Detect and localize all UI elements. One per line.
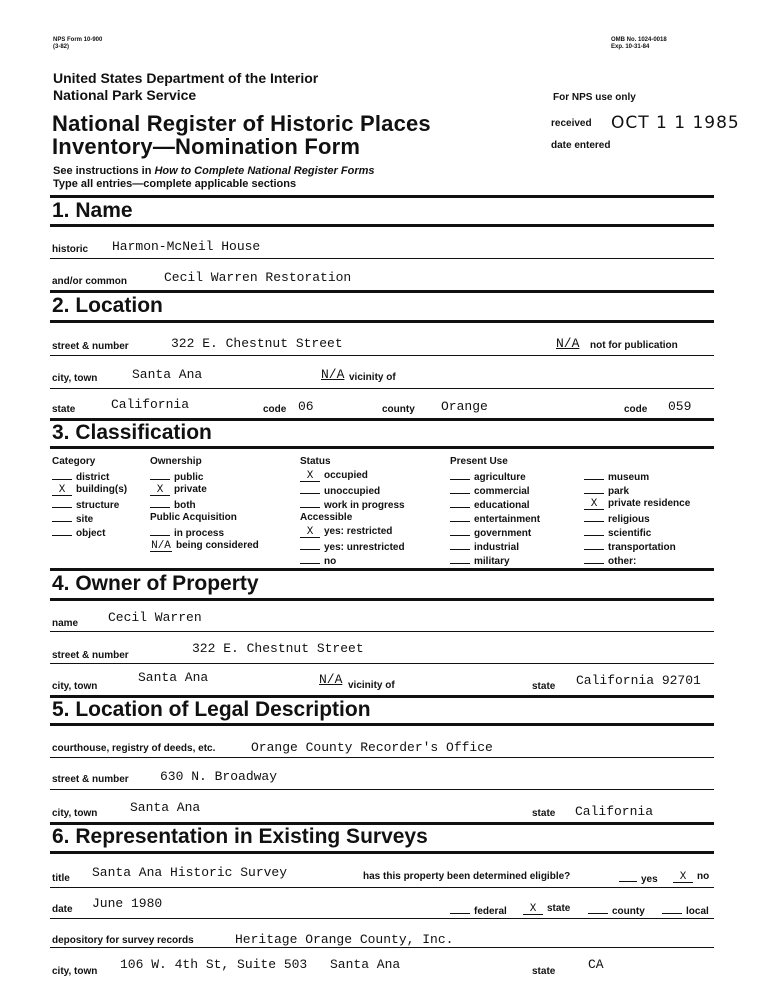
rule bbox=[50, 947, 714, 948]
checkbox-site[interactable]: site bbox=[52, 511, 127, 525]
eligible-question: has this property been determined eligible? bbox=[363, 871, 571, 882]
level-federal[interactable]: federal bbox=[450, 903, 507, 917]
rule bbox=[50, 663, 714, 664]
ownership-title: Ownership bbox=[150, 456, 202, 467]
instructions-line2: Type all entries—complete applicable sections bbox=[53, 178, 297, 190]
section-3-heading: 3. Classification bbox=[52, 421, 212, 444]
form-title-line1: National Register of Historic Places bbox=[52, 111, 431, 136]
category-title: Category bbox=[52, 456, 96, 467]
checkbox-private-residence[interactable]: X private residence bbox=[584, 497, 690, 511]
checkbox-structure[interactable]: structure bbox=[52, 497, 127, 511]
checkbox-religious[interactable]: religious bbox=[584, 511, 690, 525]
owner-city-label: city, town bbox=[52, 681, 98, 692]
ownership-column bbox=[150, 455, 259, 553]
received-stamp: OCT 1 1 1985 bbox=[611, 113, 740, 133]
depository-state-label: state bbox=[532, 966, 556, 977]
level-state[interactable]: X state bbox=[523, 903, 570, 915]
nps-use-heading: For NPS use only bbox=[553, 92, 636, 103]
owner-street-label: street & number bbox=[52, 650, 129, 661]
checkbox-public[interactable]: public bbox=[150, 469, 259, 483]
checkbox-object[interactable]: object bbox=[52, 525, 127, 539]
checkbox-no[interactable]: no bbox=[300, 553, 405, 567]
checkbox-yes-unrestricted[interactable]: yes: unrestricted bbox=[300, 539, 405, 553]
divider bbox=[50, 224, 714, 227]
checkbox-government[interactable]: government bbox=[450, 525, 540, 539]
expiration-date: Exp. 10-31-84 bbox=[611, 44, 650, 50]
status-title: Status bbox=[300, 456, 331, 467]
rule bbox=[50, 388, 714, 389]
courthouse-value: Orange County Recorder's Office bbox=[251, 740, 493, 755]
survey-title-label: title bbox=[52, 873, 70, 884]
checkbox-agriculture[interactable]: agriculture bbox=[450, 469, 540, 483]
county-value: Orange bbox=[441, 399, 488, 414]
checkbox-being-considered[interactable]: N/A being considered bbox=[151, 540, 259, 552]
divider bbox=[50, 195, 714, 198]
owner-name-label: name bbox=[52, 618, 79, 629]
checkbox-yes-restricted[interactable]: X yes: restricted bbox=[300, 525, 405, 539]
section-2-heading: 2. Location bbox=[52, 294, 163, 317]
rule bbox=[50, 789, 714, 790]
state-label: state bbox=[52, 404, 76, 415]
checkbox-work-in-progress[interactable]: work in progress bbox=[300, 497, 405, 511]
owner-name-value: Cecil Warren bbox=[108, 610, 202, 625]
rule bbox=[50, 631, 714, 632]
legal-state-value: California bbox=[575, 804, 654, 819]
category-column bbox=[52, 455, 127, 539]
form-date: (3-82) bbox=[53, 44, 70, 50]
eligible-yes[interactable]: yes bbox=[619, 871, 658, 885]
code-value: 06 bbox=[298, 399, 314, 414]
public-acquisition-title: Public Acquisition bbox=[150, 512, 237, 523]
owner-vicinity-label: vicinity of bbox=[348, 680, 395, 691]
depository-city-value-2: Santa Ana bbox=[330, 957, 401, 972]
legal-street-label: street & number bbox=[52, 774, 129, 785]
rule bbox=[50, 887, 714, 888]
legal-city-label: city, town bbox=[52, 808, 98, 819]
checkbox-park[interactable]: park bbox=[584, 483, 690, 497]
depository-value: Heritage Orange County, Inc. bbox=[235, 932, 454, 947]
section-6-heading: 6. Representation in Existing Surveys bbox=[52, 825, 428, 848]
divider bbox=[50, 723, 714, 726]
present-use-column-1 bbox=[450, 455, 540, 567]
present-use-column-2 bbox=[584, 469, 690, 567]
historic-label: historic bbox=[52, 244, 89, 255]
owner-vicinity-mark: N/A bbox=[319, 672, 343, 687]
checkbox-private[interactable]: X private bbox=[150, 483, 259, 497]
checkbox-museum[interactable]: museum bbox=[584, 469, 690, 483]
section-1-heading: 1. Name bbox=[52, 199, 133, 222]
historic-name-value: Harmon-McNeil House bbox=[112, 239, 261, 254]
street-value: 322 E. Chestnut Street bbox=[171, 336, 343, 351]
date-entered-label: date entered bbox=[551, 140, 611, 151]
state-value: California bbox=[111, 397, 190, 412]
checkbox-both[interactable]: both bbox=[150, 497, 259, 511]
accessible-title: Accessible bbox=[300, 512, 353, 523]
street-number-label: street & number bbox=[52, 341, 129, 352]
not-for-publication-mark: N/A bbox=[556, 336, 580, 351]
checkbox-transportation[interactable]: transportation bbox=[584, 539, 690, 553]
depository-city-label: city, town bbox=[52, 966, 98, 977]
city-label: city, town bbox=[52, 373, 98, 384]
common-name-label: and/or common bbox=[52, 276, 128, 287]
depository-state-value: CA bbox=[588, 957, 604, 972]
checkbox-district[interactable]: district bbox=[52, 469, 127, 483]
legal-street-value: 630 N. Broadway bbox=[160, 769, 278, 784]
owner-street-value: 322 E. Chestnut Street bbox=[192, 641, 364, 656]
section-5-heading: 5. Location of Legal Description bbox=[52, 698, 371, 721]
checkbox-in-process[interactable]: in process bbox=[150, 525, 259, 539]
checkbox-educational[interactable]: educational bbox=[450, 497, 540, 511]
city-value: Santa Ana bbox=[132, 367, 203, 382]
checkbox-industrial[interactable]: industrial bbox=[450, 539, 540, 553]
survey-date-value: June 1980 bbox=[92, 896, 163, 911]
omb-number: OMB No. 1024-0018 bbox=[611, 37, 667, 43]
checkbox-commercial[interactable]: commercial bbox=[450, 483, 540, 497]
present-use-title: Present Use bbox=[450, 456, 508, 467]
vicinity-label: vicinity of bbox=[349, 372, 396, 383]
section-4-heading: 4. Owner of Property bbox=[52, 572, 259, 595]
received-label: received bbox=[551, 118, 592, 129]
vicinity-mark: N/A bbox=[321, 367, 345, 382]
depository-city-value: 106 W. 4th St, Suite 503 bbox=[120, 957, 308, 972]
checkbox-scientific[interactable]: scientific bbox=[584, 525, 690, 539]
not-for-publication-label: not for publication bbox=[590, 340, 678, 351]
rule bbox=[50, 918, 714, 919]
owner-state-value: California 92701 bbox=[576, 673, 701, 688]
department-name: United States Department of the Interior bbox=[53, 70, 319, 86]
survey-date-label: date bbox=[52, 904, 73, 915]
checkbox-entertainment[interactable]: entertainment bbox=[450, 511, 540, 525]
checkbox-unoccupied[interactable]: unoccupied bbox=[300, 483, 405, 497]
divider bbox=[50, 446, 714, 449]
divider bbox=[50, 598, 714, 601]
code-label: code bbox=[263, 404, 287, 415]
rule bbox=[50, 258, 714, 259]
county-code-label: code bbox=[624, 404, 648, 415]
checkbox-other[interactable]: other: bbox=[584, 553, 690, 567]
divider bbox=[50, 320, 714, 323]
level-county[interactable]: county bbox=[588, 903, 645, 917]
form-title-line2: Inventory—Nomination Form bbox=[52, 134, 361, 159]
divider bbox=[50, 851, 714, 854]
divider bbox=[50, 568, 714, 571]
common-name-value: Cecil Warren Restoration bbox=[164, 270, 352, 285]
checkbox-buildings[interactable]: X building(s) bbox=[52, 483, 127, 497]
owner-city-value: Santa Ana bbox=[138, 670, 209, 685]
checkbox-occupied[interactable]: X occupied bbox=[300, 469, 405, 483]
eligible-no[interactable]: X no bbox=[673, 871, 709, 883]
status-column bbox=[300, 455, 405, 567]
level-local[interactable]: local bbox=[662, 903, 709, 917]
owner-state-label: state bbox=[532, 681, 556, 692]
depository-label: depository for survey records bbox=[52, 935, 194, 946]
rule bbox=[50, 355, 714, 356]
courthouse-label: courthouse, registry of deeds, etc. bbox=[52, 743, 216, 754]
county-code-value: 059 bbox=[668, 399, 692, 414]
instructions-line1: See instructions in How to Complete National Register Forms bbox=[53, 165, 375, 177]
legal-city-value: Santa Ana bbox=[130, 800, 201, 815]
legal-state-label: state bbox=[532, 808, 556, 819]
service-name: National Park Service bbox=[53, 87, 197, 103]
survey-title-value: Santa Ana Historic Survey bbox=[92, 865, 288, 880]
checkbox-military[interactable]: military bbox=[450, 553, 540, 567]
divider bbox=[50, 290, 714, 293]
form-number: NPS Form 10-900 bbox=[53, 37, 103, 43]
county-label: county bbox=[382, 404, 415, 415]
rule bbox=[50, 757, 714, 758]
